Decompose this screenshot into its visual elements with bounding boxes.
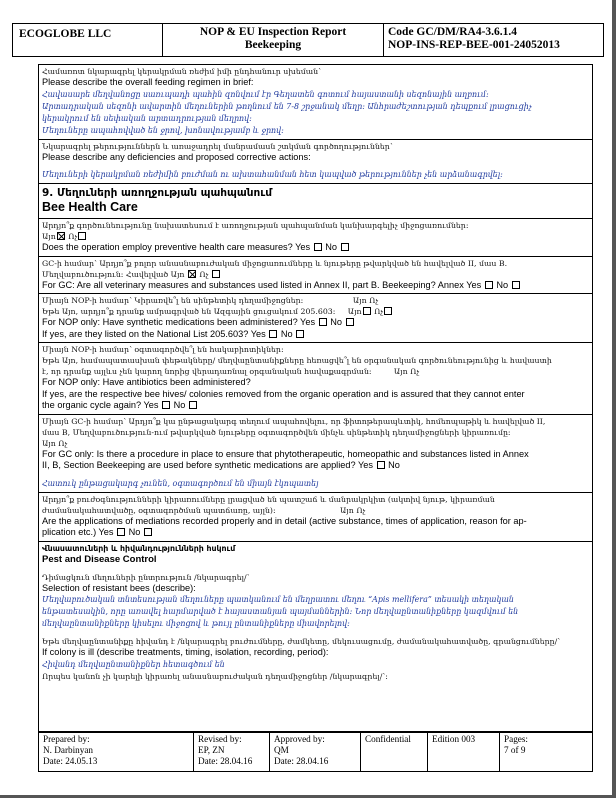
deficiencies-question-en: Please describe any deficiencies and proposed corrective actions: (42, 151, 311, 162)
synthetic-yes-am: Այո (352, 296, 367, 305)
procedure-yes-am: Այո (42, 438, 56, 448)
company-name: ECOGLOBE LLC (13, 24, 163, 56)
records-no-label: No (128, 527, 141, 537)
document-code-line2: NOP-INS-REP-BEE-001-24052013 (388, 39, 560, 51)
procedure-question-en-line1: For GC only: Is there a procedure in place to ensure that phytotherapeutic, homeopathic and substances listed in Annex (42, 448, 529, 459)
procedure-yes-checkbox[interactable] (377, 461, 385, 469)
records-question-en-line1: Are the applications of mediations recorded properly and in detail (active substance, times of application, reason for ap- (42, 515, 527, 526)
veterinary-question-am-line2: Մեղվաբուծություն: Հավելված Այո (42, 269, 185, 279)
records-yes-checkbox[interactable] (117, 528, 125, 536)
feeding-question-am: Համառոտ նկարագրել կերակրման ռեժիմ իմի ընդհանուր սխեման՝ (42, 67, 321, 76)
antibiotics-question (39, 342, 592, 414)
selection-question-en: Selection of resistant bees (describe): (42, 582, 196, 593)
national-list-no-checkbox-am[interactable] (384, 307, 392, 315)
section-9-title-am: 9. Մեղուների առողջության պահպանում (42, 187, 273, 199)
synthetic-yes-checkbox[interactable] (319, 318, 327, 326)
antibiotics-question-am-line1: Միայն NOP-ի համար՝ օգտագործվե՞լ են հակաբիոտիկներ: (42, 345, 284, 354)
veterinary-no-checkbox[interactable] (512, 281, 520, 289)
antibiotics-question-am-line2: Եթե Այո, համապատասխան փեթակները/ մեղվաընտանիքները հեռացվե՞լ են օրգանական գործունեությունից և հավաստի (42, 356, 552, 365)
veterinary-no-checkbox-am[interactable] (212, 270, 220, 278)
veterinary-no-am: Ոչ (199, 269, 209, 279)
preventive-no-checkbox-am[interactable] (78, 232, 86, 240)
veterinary-no-label: No (496, 279, 509, 290)
report-header (12, 23, 604, 57)
report-title-line2: Beekeeping (244, 39, 302, 51)
national-list-question-en: If yes, are they listed on the National List 205.603? Yes (42, 328, 266, 339)
prepared-by-name: N. Darbinyan (43, 745, 94, 755)
procedure-question-en-line2: II, B, Section Beekeeping are used before synthetic medications are applied? Yes (42, 460, 373, 470)
section-9-title-en: Bee Health Care (42, 200, 138, 214)
deficiencies-section (39, 139, 592, 184)
antibiotics-no-checkbox[interactable] (189, 401, 197, 409)
pest-title-am: Վնասատուների և հիվանդությունների հսկում (42, 543, 236, 553)
revised-by-cell (194, 733, 270, 771)
selection-answer-line3: մեղվաընտանիքները կիսելու միջոցով և թույլ ընտանիքները միավորելով: (42, 619, 350, 628)
veterinary-yes-checkbox[interactable] (485, 281, 493, 289)
veterinary-question-en: For GC: Are all veterinary measures and substances used listed in Annex II, part B. Beekeeping? Annex Yes (42, 279, 482, 290)
ill-colony-question-en: If colony is ill (describe treatments, timing, isolation, recording, period): (42, 647, 329, 657)
document-code (384, 24, 603, 56)
approved-by-name: QM (274, 745, 289, 755)
preventive-yes-am: Այո (42, 232, 56, 241)
antibiotics-question-am-line3: է, որ դրանք այլևս չեն կարող նորից վերադառնալ օրգանական հավաքագրման: (42, 367, 372, 376)
deficiencies-answer: Մեղուների կերակրման ռեժիմին բուժման ու ախտահանման հետ կապված թերություններ չեն արձանագրվել: (42, 170, 503, 179)
antibiotics-no-am: Ոչ (410, 367, 420, 376)
ill-colony-answer: Հիվանդ մեղվաընտանիքներ հետագծում են (42, 659, 225, 669)
records-no-checkbox[interactable] (144, 528, 152, 536)
feeding-answer-line4: Մեղուները ապահովված են ջրով, խոնավությամբ և ջրով: (42, 125, 284, 135)
feeding-answer-line2: Արտադրական սեզոնի ավարտին մեղուներին թողնում են 7-8 շրջանակ մեղր: Անհրաժեշտության դեպքում լրացուցիչ (42, 101, 532, 111)
national-list-question-am: Եթե Այո, արդյո՞ք դրանք ամրագրված են Ազգային ցուցակում 205.603: (42, 307, 336, 316)
antibiotics-yes-am: Այո (393, 367, 408, 376)
synthetic-question-en: For NOP only: Have synthetic medications been administered? Yes (42, 317, 316, 327)
approved-by-label: Approved by: (274, 734, 325, 744)
synthetic-no-label: No (330, 317, 342, 327)
records-question-am-line2: ժամանակահատվածը, օգտագործման պատճառը, այլն): (42, 505, 276, 515)
veterinary-drugs-question-am: Որպես կանոն չի կարելի կիրառել անասնաբուժական դեղամիջոցներ /նկարագրել/՝: (42, 671, 388, 681)
veterinary-question-am-line1: GC-ի համար՝ Արդյո՞ք բոլոր անասնաբուժական միջոցառումները և նյութերը թվարկված են հավելված II, մաս B. (42, 258, 508, 268)
confidential-cell (361, 733, 428, 771)
preventive-question-en: Does the operation employ preventive health care measures? Yes (42, 242, 311, 252)
approved-by-date: Date: 28.04.16 (274, 756, 329, 766)
synthetic-medications-question (39, 293, 592, 342)
feeding-answer-line3: կերակրում են սեփական արտադրության մեղրով: (42, 113, 252, 123)
procedure-question-am-line1: Միայն GC-ի համար՝ Արդյո՞ք կա ընթացակարգ տեղում ապահովելու, որ ֆիտոթերապևտիկ, հոմեոպաթիկ և հավելված II, (42, 416, 546, 426)
selection-question-am: Դիմացկուն մեղուների ընտրություն /նկարագրել/՝ (42, 572, 250, 582)
national-list-no-am: Ոչ (374, 307, 384, 316)
national-list-yes-am: Այո (347, 307, 362, 316)
preventive-measures-question (39, 218, 592, 256)
feeding-answer-line1: Հավասարե մեղվանոցը սառւպադի պահին զոնվում էր Գեղատեն գոտում հայաստանի սեզոնային աղբում: (42, 89, 489, 99)
pest-title-en: Pest and Disease Control (42, 553, 157, 565)
antibiotics-yes-checkbox[interactable] (162, 401, 170, 409)
prepared-by-label: Prepared by: (43, 734, 90, 744)
pages-label: Pages: (504, 734, 528, 744)
preventive-no-checkbox[interactable] (341, 243, 349, 251)
antibiotics-question-en-line2: If yes, are the respective bee hives/ colonies removed from the organic operation and is assured that they cannot enter (42, 388, 525, 399)
antibiotics-question-en-line3: the organic cycle again? Yes (42, 400, 159, 410)
selection-answer-line2: ենթատեսակին, որը առավել հարմարված է հայաստանյան պայմաններին: Նոր մեղվաընտանիքները կազմվում են (42, 607, 519, 616)
revised-by-date: Date: 28.04.16 (198, 756, 253, 766)
national-list-yes-checkbox[interactable] (269, 330, 277, 338)
preventive-no-am: Ոչ (68, 232, 78, 241)
procedure-no-am: Ոչ (58, 438, 68, 448)
section-9-title (39, 183, 592, 218)
approved-by-cell (270, 733, 361, 771)
pest-disease-section (39, 541, 592, 684)
records-question-am-line1: Արդյո՞ք բուժօգնությունների կիրառումները լրացված են պատշաճ և մանրակրկիտ (ակտիվ նյութ, կիրառման (42, 494, 495, 504)
report-title-line1: NOP & EU Inspection Report (199, 26, 347, 38)
feeding-question-en: Please describe the overall feeding regimen in brief: (42, 77, 254, 87)
edition-cell (428, 733, 500, 771)
pages-cell (500, 733, 592, 771)
report-body (38, 64, 593, 732)
preventive-question-am: Արդյո՞ք գործունեությունը նախատեսում է առողջության պահպանման կանխարգելիչ միջոցառումներ: (42, 221, 469, 230)
report-title (163, 24, 384, 56)
records-no-am: Ոչ (356, 505, 366, 515)
report-footer (38, 732, 593, 772)
revised-by-label: Revised by: (198, 734, 242, 744)
procedure-question-am-line2: մաս B, Մեղվաբուծություն-ում թվարկված նյութերը օգտագործվեն մինչև սինթետիկ դեղամիջոցների կիրառումը: (42, 427, 511, 437)
national-list-no-checkbox[interactable] (296, 330, 304, 338)
national-list-no-label: No (280, 328, 293, 339)
preventive-yes-checkbox[interactable] (314, 243, 322, 251)
synthetic-no-am: Ոչ (369, 296, 379, 305)
ill-colony-question-am: Եթե մեղվաընտանիքը հիվանդ է /նկարագրել բուժումները, ժամկետը, մեկուսացումը, ժամանակահատվածը, գրանցումները/՝ (42, 637, 561, 646)
antibiotics-question-en-line1: For NOP only: Have antibiotics been administered? (42, 377, 251, 387)
synthetic-question-am: Միայն NOP-ի համար՝ Կիրառվե՞լ են սինթետիկ դեղամիջոցներ: (42, 296, 304, 305)
prepared-by-date: Date: 24.05.13 (43, 756, 98, 766)
records-yes-am: Այո (340, 505, 354, 515)
records-question-en-line2: plication etc.) Yes (42, 527, 114, 537)
confidential-label: Confidential (365, 734, 411, 744)
feeding-regimen-section (39, 64, 592, 139)
procedure-no-label: No (388, 460, 400, 470)
selection-answer-line1: Մեղվաբուծական տնտեսության մեղուները պատկանում են մեղրատու մեղու “Apis mellifera” տեսակի տեղական (42, 595, 514, 604)
veterinary-measures-question (39, 256, 592, 294)
prepared-by-cell (39, 733, 194, 771)
veterinary-yes-checkbox-am[interactable] (188, 270, 196, 278)
preventive-yes-checkbox-am[interactable] (57, 232, 65, 240)
procedure-answer: Հատուկ ընթացակարգ չունեն, օգտագործում են միայն էկոպատեյ (42, 478, 319, 488)
document-code-line1: Code GC/DM/RA4-3.6.1.4 (388, 26, 518, 38)
revised-by-name: EP, ZN (198, 745, 225, 755)
antibiotics-no-label: No (173, 400, 186, 410)
deficiencies-question-am: Նկարագրել թերություններն և առաջադրել մանրամասն շտկման գործողություններ՝ (42, 141, 393, 151)
pages-value: 7 of 9 (504, 745, 526, 755)
synthetic-no-checkbox[interactable] (346, 318, 354, 326)
phytotherapeutic-procedure-question (39, 414, 592, 492)
preventive-no-label: No (325, 242, 338, 252)
edition-label: Edition 003 (432, 734, 476, 744)
national-list-yes-checkbox-am[interactable] (363, 307, 371, 315)
records-question (39, 492, 592, 541)
